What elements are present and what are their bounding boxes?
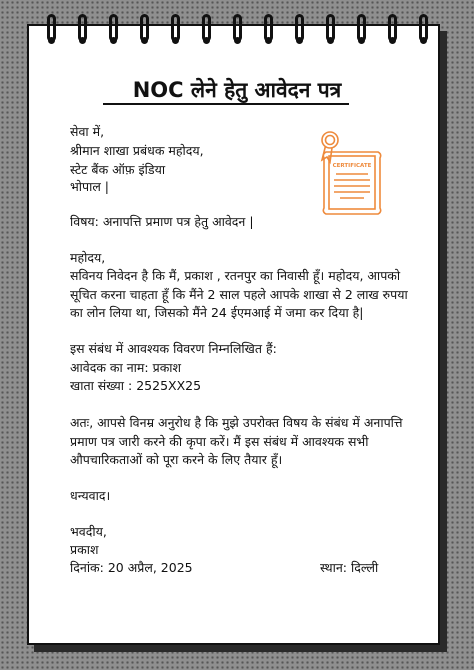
binding-ring — [171, 14, 180, 42]
binding-ring — [47, 14, 56, 42]
page-title: NOC लेने हेतु आवेदन पत्र — [132, 78, 342, 102]
body-line: सूचित करना चाहता हूँ कि मैंने 2 साल पहले आपके शाखा से 2 लाख रुपया — [70, 287, 408, 302]
detail-applicant-name: आवेदक का नाम: प्रकाश — [70, 360, 182, 375]
request-line: प्रमाण पत्र जारी करने की कृपा करें। मैं इस संबंध में आवश्यक सभी — [70, 434, 369, 449]
detail-account-number: खाता संख्या : 2525XX25 — [70, 378, 202, 393]
subject-line: विषय: अनापत्ति प्रमाण पत्र हेतु आवेदन | — [70, 214, 254, 229]
request-line: अतः, आपसे विनम्र अनुरोध है कि मुझे उपरोक्त विषय के संबंध में अनापत्ति — [70, 415, 403, 430]
binding-ring — [419, 14, 428, 42]
address-line: सेवा में, — [70, 124, 105, 139]
binding-ring — [109, 14, 118, 42]
binding-ring — [233, 14, 242, 42]
body-line: का लोन लिया था, जिसको मैंने 24 ईएमआई में जमा कर दिया है| — [70, 305, 364, 320]
binding-ring — [140, 14, 149, 42]
address-line: भोपाल | — [70, 179, 110, 194]
details-intro: इस संबंध में आवश्यक विवरण निम्नलिखित हैं: — [70, 341, 277, 356]
address-line: श्रीमान शाखा प्रबंधक महोदय, — [70, 143, 204, 158]
binding-ring — [202, 14, 211, 42]
body-line: सविनय निवेदन है कि मैं, प्रकाश , रतनपुर का निवासी हूँ। महोदय, आपको — [70, 268, 401, 283]
thanks: धन्यवाद। — [70, 488, 111, 503]
binding-ring — [357, 14, 366, 42]
request-line: औपचारिकताओं को पूरा करने के लिए तैयार हूँ। — [70, 452, 283, 467]
binding-ring — [388, 14, 397, 42]
address-line: स्टेट बैंक ऑफ़ इंडिया — [70, 162, 166, 177]
salutation: महोदय, — [70, 250, 106, 265]
binding-ring — [295, 14, 304, 42]
place: स्थान: दिल्ली — [320, 560, 379, 575]
binding-ring — [264, 14, 273, 42]
binding-ring — [78, 14, 87, 42]
date: दिनांक: 20 अप्रैल, 2025 — [70, 560, 193, 575]
title-underline — [103, 103, 349, 105]
closing: भवदीय, — [70, 524, 107, 539]
certificate-icon — [318, 130, 386, 216]
binding-ring — [326, 14, 335, 42]
sender-name: प्रकाश — [70, 542, 99, 557]
certificate-label: CERTIFICATE — [332, 163, 372, 169]
